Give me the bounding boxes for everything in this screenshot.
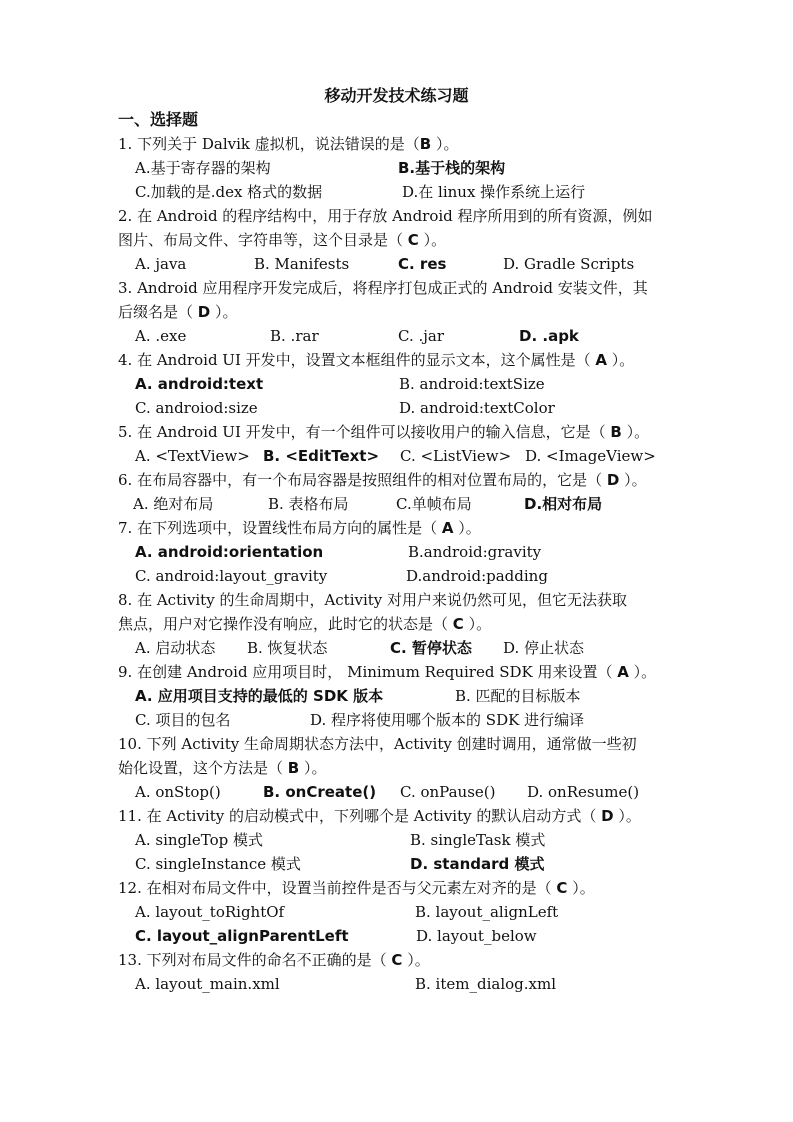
question-stem: [118, 518, 481, 538]
question-stem: [118, 806, 641, 826]
answer: C: [452, 615, 464, 633]
stem-text: 图片、布局文件、字符串等，这个目录是（: [118, 231, 408, 249]
question-stem: [118, 878, 595, 898]
stem-text: 5. 在 Android UI 开发中，有一个组件可以接收用户的输入信息，它是（: [118, 423, 611, 441]
stem-text: 13. 下列对布局文件的命名不正确的是（: [118, 951, 392, 969]
question-stem: [118, 422, 649, 442]
option: C. 项目的包名: [135, 711, 231, 729]
option: C. res: [398, 255, 447, 273]
stem-text: 12. 在相对布局文件中，设置当前控件是否与父元素左对齐的是（: [118, 879, 557, 897]
question-stem: [118, 134, 458, 154]
option: D.相对布局: [524, 495, 603, 513]
question-stem: 8. 在 Activity 的生命周期中，Activity 对用户来说仍然可见，但它无法获取: [118, 591, 628, 609]
option: B. item_dialog.xml: [415, 975, 557, 993]
option: A. singleTop 模式: [135, 831, 264, 849]
question-stem: [118, 662, 656, 682]
stem-text: ）。: [628, 663, 657, 681]
answer: B: [419, 135, 432, 153]
option: C.加载的是.dex 格式的数据: [135, 183, 323, 201]
option: B. android:textSize: [399, 375, 545, 393]
option: B.基于栈的架构: [398, 159, 506, 177]
option: B. layout_alignLeft: [415, 903, 559, 921]
answer: A: [595, 351, 608, 369]
option: D. layout_below: [416, 927, 537, 945]
question-stem: 3. Android 应用程序开发完成后，将程序打包成正式的 Android 安装文件，其: [118, 279, 648, 297]
stem-text: 9. 在创建 Android 应用项目时， Minimum Required SDK 用来设置（: [118, 663, 618, 681]
question-stem: 10. 下列 Activity 生命周期状态方法中，Activity 创建时调用，通常做一些初: [118, 735, 637, 753]
answer: A: [617, 663, 629, 681]
stem-text: 7. 在下列选项中，设置线性布局方向的属性是（: [118, 519, 442, 537]
answer: D: [606, 471, 620, 489]
option: C. layout_alignParentLeft: [135, 927, 349, 945]
question-stem: [118, 614, 491, 634]
question-stem: [118, 758, 327, 778]
option: A. android:orientation: [135, 543, 324, 561]
stem-text: ）。: [613, 807, 641, 825]
option: B. onCreate(): [263, 783, 377, 801]
option: A. layout_main.xml: [135, 975, 280, 993]
stem-text: 焦点，用户对它操作没有响应，此时它的状态是（: [118, 615, 453, 633]
option: C. .jar: [398, 327, 445, 345]
question-stem: [118, 302, 238, 322]
stem-text: 始化设置，这个方法是（: [118, 759, 288, 777]
stem-text: 6. 在布局容器中，有一个布局容器是按照组件的相对位置布局的，它是（: [118, 471, 607, 489]
stem-text: ）。: [210, 303, 238, 321]
answer: C: [556, 879, 568, 897]
option: B. 表格布局: [268, 495, 349, 513]
option: D. <ImageView>: [525, 447, 656, 465]
stem-text: ）。: [621, 423, 650, 441]
option: A. <TextView>: [135, 447, 250, 465]
option: A. layout_toRightOf: [135, 903, 285, 921]
answer: B: [610, 423, 622, 441]
stem-text: ）。: [607, 351, 635, 369]
option: D. 停止状态: [503, 639, 585, 657]
option: C. <ListView>: [400, 447, 512, 465]
option: B. 匹配的目标版本: [455, 687, 581, 705]
stem-text: ）。: [463, 615, 492, 633]
option: C. onPause(): [400, 783, 496, 801]
answer: D: [601, 807, 614, 825]
section-heading: 一、选择题: [118, 110, 199, 129]
stem-text: 后缀名是（: [118, 303, 198, 321]
option: A. 绝对布局: [133, 495, 214, 513]
option: A. android:text: [135, 375, 264, 393]
option: C. androiod:size: [135, 399, 258, 417]
stem-text: 4. 在 Android UI 开发中，设置文本框组件的显示文本，这个属性是（: [118, 351, 596, 369]
option: A.基于寄存器的架构: [135, 159, 271, 177]
stem-text: ）。: [453, 519, 481, 537]
stem-text: ）。: [431, 135, 459, 153]
stem-text: 11. 在 Activity 的启动模式中，下列哪个是 Activity 的默认启动方式（: [118, 807, 602, 825]
stem-text: 1. 下列关于 Dalvik 虚拟机，说法错误的是（: [118, 135, 420, 153]
answer: D: [197, 303, 211, 321]
answer: A: [441, 519, 454, 537]
option: B.android:gravity: [408, 543, 542, 561]
stem-text: ）。: [402, 951, 430, 969]
option: D.android:padding: [406, 567, 548, 585]
option: A. 应用项目支持的最低的 SDK 版本: [135, 687, 384, 705]
option: C. singleInstance 模式: [135, 855, 301, 873]
option: B. 恢复状态: [247, 639, 328, 657]
question-stem: [118, 230, 446, 250]
option: A. 启动状态: [135, 639, 216, 657]
option: A. .exe: [135, 327, 187, 345]
option: C. android:layout_gravity: [135, 567, 328, 585]
answer: C: [407, 231, 419, 249]
option: D.在 linux 操作系统上运行: [402, 183, 586, 201]
question-stem: [118, 350, 634, 370]
option: D. Gradle Scripts: [503, 255, 635, 273]
option: B. Manifests: [254, 255, 350, 273]
stem-text: ）。: [619, 471, 647, 489]
question-stem: [118, 950, 430, 970]
stem-text: ）。: [418, 231, 447, 249]
option: A. java: [135, 255, 187, 273]
stem-text: ）。: [567, 879, 595, 897]
option: D. standard 模式: [410, 855, 545, 873]
option: C. 暂停状态: [390, 639, 472, 657]
option: D. onResume(): [527, 783, 640, 801]
option: B. singleTask 模式: [410, 831, 546, 849]
option: B. <EditText>: [263, 447, 380, 465]
question-stem: 2. 在 Android 的程序结构中，用于存放 Android 程序所用到的所有资源，例如: [118, 207, 653, 225]
question-stem: [118, 470, 647, 490]
option: B. .rar: [270, 327, 319, 345]
answer: B: [287, 759, 300, 777]
option: D. 程序将使用哪个版本的 SDK 进行编译: [310, 711, 585, 729]
option: D. .apk: [519, 327, 579, 345]
document-title: 移动开发技术练习题: [324, 86, 469, 105]
answer: C: [391, 951, 403, 969]
option: A. onStop(): [135, 783, 221, 801]
option: D. android:textColor: [399, 399, 555, 417]
option: C.单帧布局: [396, 495, 472, 513]
stem-text: ）。: [299, 759, 327, 777]
